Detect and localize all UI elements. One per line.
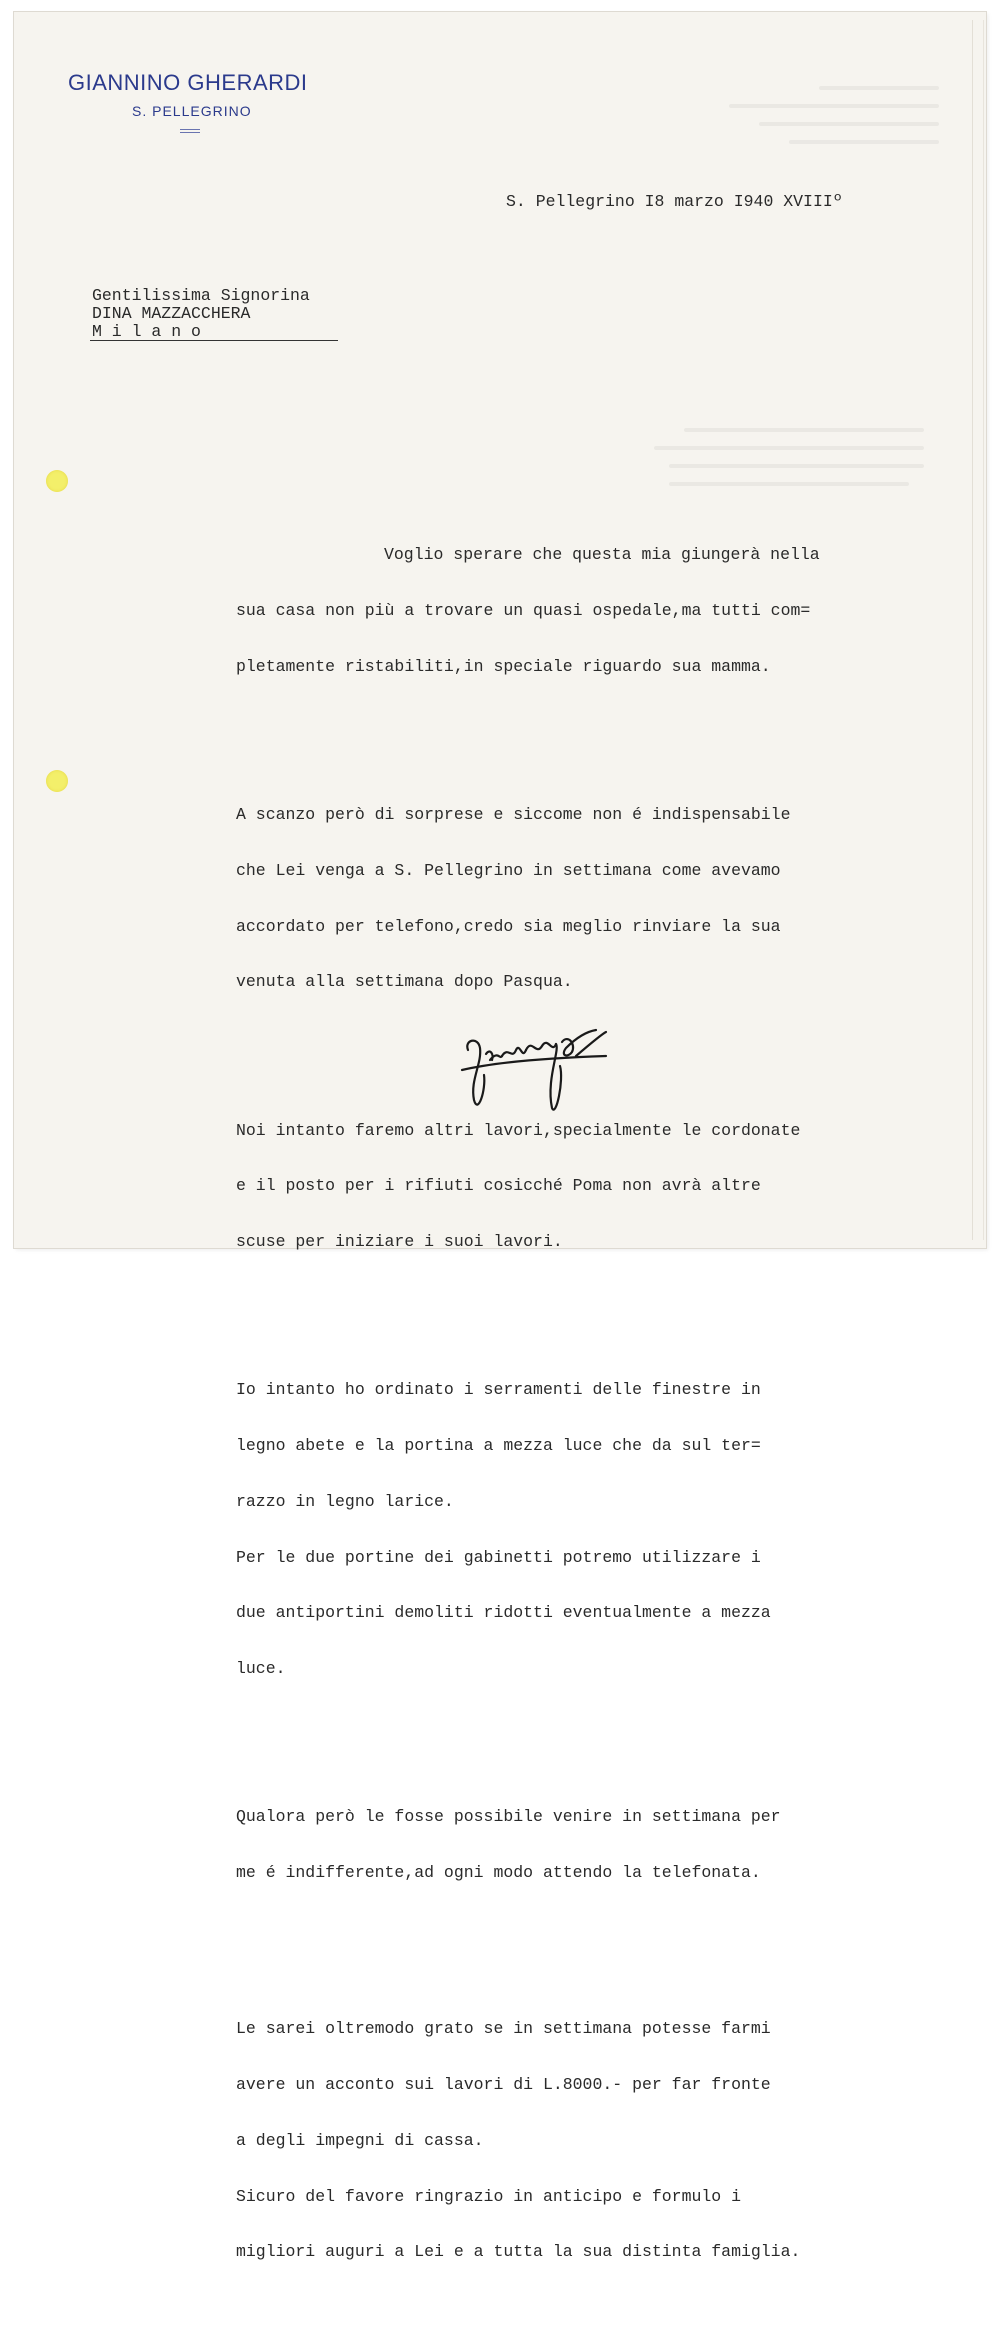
address-underline	[90, 340, 338, 341]
body-line: Io intanto ho ordinato i serramenti delle finestre in	[236, 1380, 761, 1400]
body-line: Le sarei oltremodo grato se in settimana potesse farmi	[236, 2019, 771, 2039]
body-line: me é indifferente,ad ogni modo attendo la telefonata.	[236, 1863, 761, 1883]
letterhead-name: GIANNINO GHERARDI	[68, 70, 308, 95]
body-line: a degli impegni di cassa.	[236, 2130, 484, 2150]
body-line: Per le due portine dei gabinetti potremo utilizzare i	[236, 1547, 761, 1567]
body-line: luce.	[236, 1659, 286, 1679]
letterhead-rule	[180, 129, 200, 133]
date-line: S. Pellegrino I8 marzo I940 XVIIIº	[506, 192, 843, 211]
body-paragraph	[236, 1771, 820, 1920]
body-paragraph	[236, 1344, 820, 1716]
body-line: pletamente ristabiliti,in speciale riguardo sua mamma.	[236, 656, 771, 676]
address-city: M i l a n o	[92, 322, 201, 341]
body-paragraph	[236, 1983, 820, 2299]
body-line: e il posto per i rifiuti cosicché Poma non avrà altre	[236, 1176, 761, 1196]
body-line: A scanzo però di sorprese e siccome non é indispensabile	[236, 805, 791, 825]
punch-hole-marker	[46, 470, 68, 492]
body-line: Qualora però le fosse possibile venire in settimana per	[236, 1807, 781, 1827]
body-paragraph	[236, 509, 820, 714]
body-line: razzo in legno larice.	[236, 1491, 454, 1511]
body-line: Noi intanto faremo altri lavori,specialmente le cordonate	[236, 1120, 801, 1140]
address-name: DINA MAZZACCHERA	[92, 304, 251, 323]
letter-body	[236, 472, 820, 2336]
body-line: Voglio sperare che questa mia giungerà nella	[384, 545, 820, 565]
body-line: due antiportini demoliti ridotti eventualmente a mezza	[236, 1603, 771, 1623]
body-line: sua casa non più a trovare un quasi ospedale,ma tutti com=	[236, 601, 811, 621]
handwritten-signature	[456, 1020, 626, 1130]
stacked-page-edge	[972, 20, 984, 1240]
body-line: che Lei venga a S. Pellegrino in settimana come avevamo	[236, 860, 781, 880]
body-paragraph	[236, 769, 820, 1029]
body-line: migliori auguri a Lei e a tutta la sua distinta famiglia.	[236, 2242, 801, 2262]
body-line: scuse per iniziare i suoi lavori.	[236, 1232, 563, 1252]
body-line: venuta alla settimana dopo Pasqua.	[236, 972, 573, 992]
reverse-side-show-through	[654, 72, 954, 522]
address-salutation: Gentilissima Signorina	[92, 286, 310, 305]
body-line: Sicuro del favore ringrazio in anticipo e formulo i	[236, 2186, 741, 2206]
body-line: legno abete e la portina a mezza luce che da sul ter=	[236, 1436, 761, 1456]
letterhead-place: S. PELLEGRINO	[132, 103, 252, 119]
body-line: avere un acconto sui lavori di L.8000.- per far fronte	[236, 2075, 771, 2095]
body-line: accordato per telefono,credo sia meglio rinviare la sua	[236, 916, 781, 936]
punch-hole-marker	[46, 770, 68, 792]
